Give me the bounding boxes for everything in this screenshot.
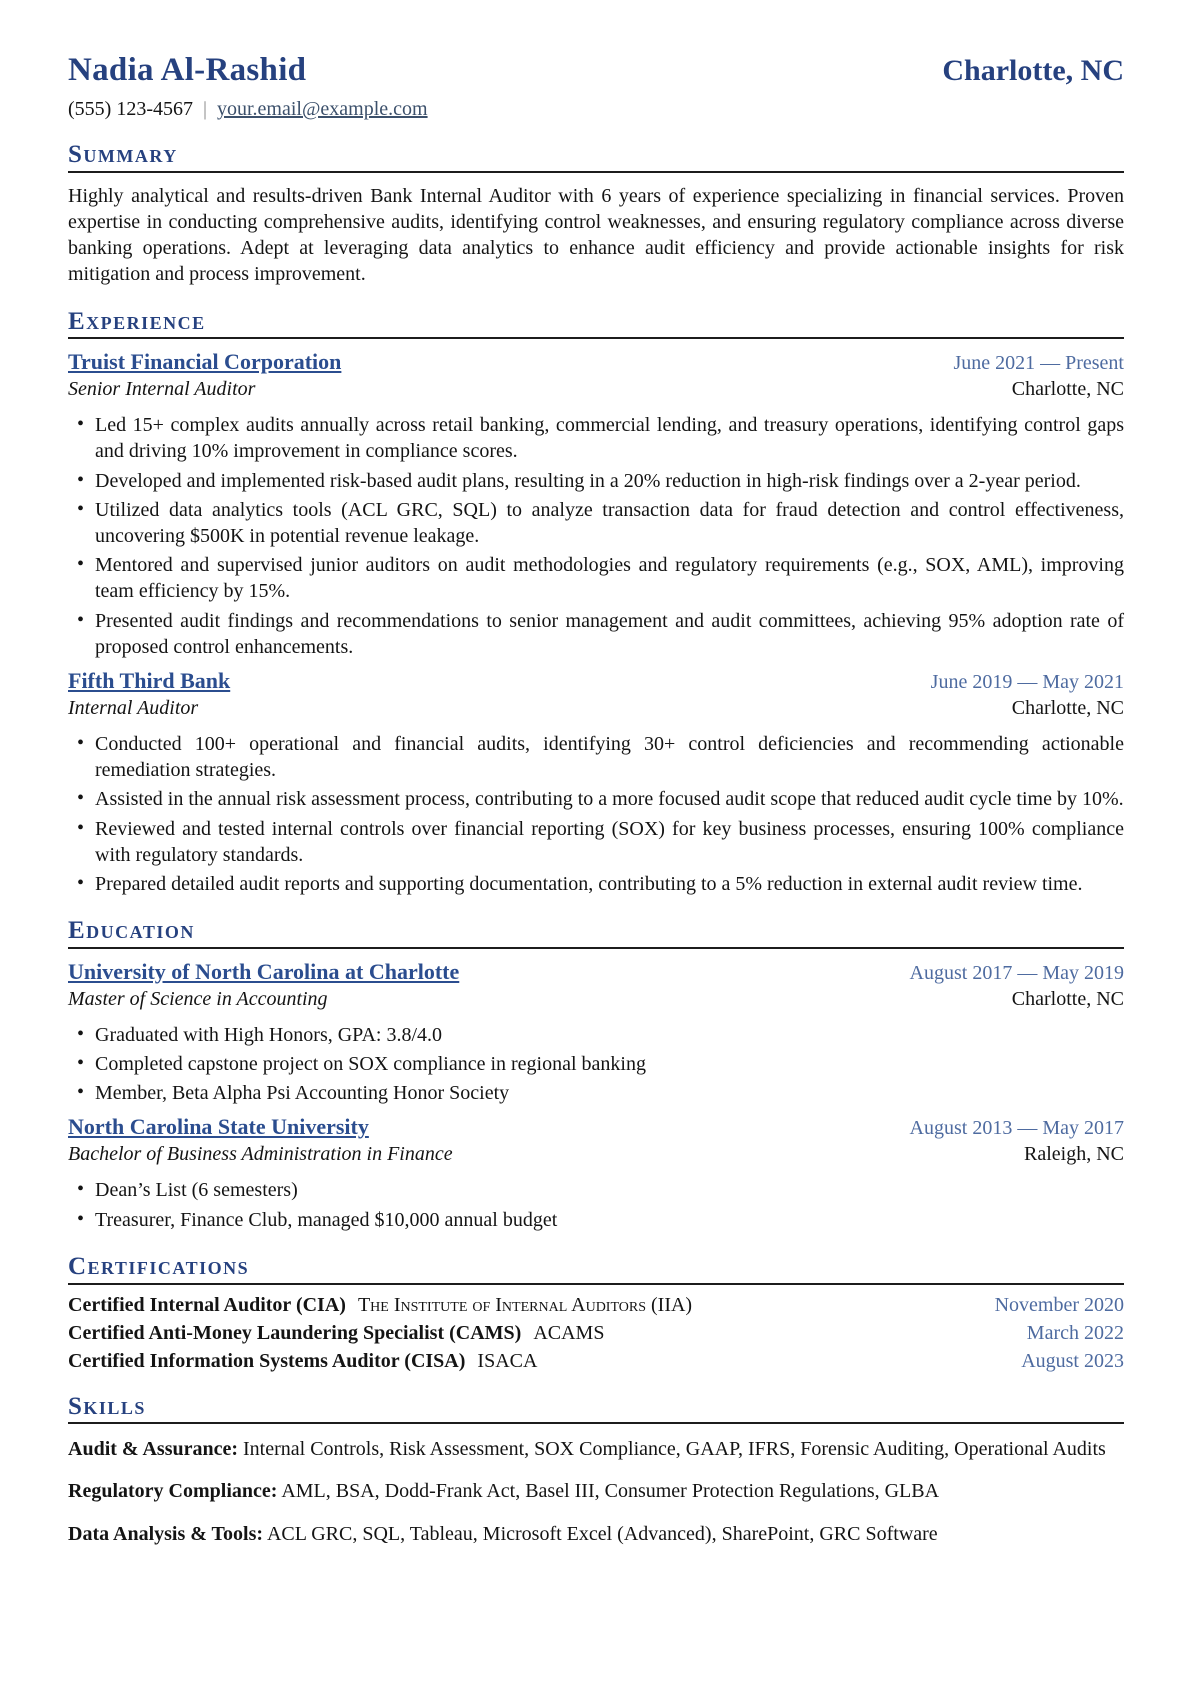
skill-label: Regulatory Compliance: bbox=[68, 1480, 278, 1503]
person-name: Nadia Al-Rashid bbox=[68, 52, 307, 88]
contact-separator: | bbox=[202, 98, 207, 120]
certification-org: ISACA bbox=[477, 1349, 538, 1372]
bullet-item: • Mentored and supervised junior auditors on audit methodologies and regulatory requirements (e.g., SOX, AML), improving team efficiency by 15%. bbox=[68, 552, 1124, 604]
bullet-item: • Prepared detailed audit reports and supporting documentation, contributing to a 5% reduction in external audit review time. bbox=[68, 871, 1124, 897]
certifications-title: Certifications bbox=[68, 1253, 1124, 1285]
contact-row bbox=[68, 98, 1124, 121]
section-education bbox=[68, 917, 1124, 1233]
bullet-item: • Led 15+ complex audits annually across retail banking, commercial lending, and treasury operations, identifying control gaps and driving 10% improvement in compliance scores. bbox=[68, 412, 1124, 464]
certification-name: Certified Anti-Money Laundering Specialist (CAMS) bbox=[68, 1321, 522, 1344]
certification-org: ACAMS bbox=[533, 1321, 605, 1344]
skill-line-audit-assurance bbox=[68, 1436, 1124, 1462]
education-entry-ncsu bbox=[68, 1114, 1124, 1232]
company-link-truist[interactable]: Truist Financial Corporation bbox=[68, 349, 342, 375]
certification-date: November 2020 bbox=[994, 1293, 1124, 1316]
header-location: Charlotte, NC bbox=[942, 54, 1124, 87]
entry-degree: Bachelor of Business Administration in Finance bbox=[68, 1143, 453, 1166]
skill-line-regulatory-compliance bbox=[68, 1478, 1124, 1504]
education-entry-uncc bbox=[68, 959, 1124, 1107]
certification-row-cams bbox=[68, 1322, 1124, 1345]
bullet-list bbox=[68, 1177, 1124, 1232]
summary-title: Summary bbox=[68, 141, 1124, 173]
bullet-item: • Developed and implemented risk-based audit plans, resulting in a 20% reduction in high-risk findings over a 2-year period. bbox=[68, 468, 1124, 494]
certification-text bbox=[68, 1294, 692, 1317]
bullet-item: • Member, Beta Alpha Psi Accounting Honor Society bbox=[68, 1080, 1124, 1106]
certification-date: August 2023 bbox=[1021, 1349, 1124, 1372]
experience-entry-truist bbox=[68, 349, 1124, 660]
email-link[interactable]: your.email@example.com bbox=[217, 98, 428, 120]
certification-text bbox=[68, 1350, 537, 1373]
bullet-list bbox=[68, 412, 1124, 660]
summary-text: Highly analytical and results-driven Bank Internal Auditor with 6 years of experience specializing in financial services. Proven expertise in conducting comprehensive audits, identifying control weaknesses, and ensuring regulatory compliance across diverse banking operations. Adept at leveraging data analytics to enhance audit efficiency and provide actionable insights for risk mitigation and process improvement. bbox=[68, 184, 1124, 286]
entry-dates: August 2013 — May 2017 bbox=[909, 1117, 1124, 1140]
entry-location: Charlotte, NC bbox=[1011, 696, 1124, 719]
bullet-item: • Presented audit findings and recommendations to senior management and audit committees, achieving 95% adoption rate of proposed control enhancements. bbox=[68, 608, 1124, 660]
experience-title: Experience bbox=[68, 308, 1124, 340]
bullet-item: • Dean’s List (6 semesters) bbox=[68, 1177, 1124, 1203]
certification-date: March 2022 bbox=[1026, 1321, 1124, 1344]
skill-label: Data Analysis & Tools: bbox=[68, 1522, 264, 1545]
entry-location: Raleigh, NC bbox=[1024, 1143, 1124, 1166]
section-skills bbox=[68, 1393, 1124, 1547]
school-link-ncsu[interactable]: North Carolina State University bbox=[68, 1114, 369, 1140]
bullet-item: • Completed capstone project on SOX compliance in regional banking bbox=[68, 1051, 1124, 1077]
entry-dates: June 2019 — May 2021 bbox=[930, 670, 1124, 693]
skill-line-data-analysis-tools bbox=[68, 1521, 1124, 1547]
certification-name: Certified Internal Auditor (CIA) bbox=[68, 1293, 346, 1316]
company-link-fifth-third[interactable]: Fifth Third Bank bbox=[68, 667, 231, 693]
bullet-item: • Reviewed and tested internal controls over financial reporting (SOX) for key business processes, ensuring 100% compliance with regulatory standards. bbox=[68, 816, 1124, 868]
education-title: Education bbox=[68, 917, 1124, 949]
entry-dates: August 2017 — May 2019 bbox=[909, 961, 1124, 984]
skills-title: Skills bbox=[68, 1393, 1124, 1425]
bullet-list bbox=[68, 1022, 1124, 1107]
entry-dates: June 2021 — Present bbox=[953, 352, 1124, 375]
certification-row-cia bbox=[68, 1294, 1124, 1317]
bullet-item: • Utilized data analytics tools (ACL GRC, SQL) to analyze transaction data for fraud detection and control effectiveness, uncovering $500K in potential revenue leakage. bbox=[68, 497, 1124, 549]
skill-value: AML, BSA, Dodd-Frank Act, Basel III, Consumer Protection Regulations, GLBA bbox=[281, 1480, 940, 1503]
header bbox=[68, 52, 1124, 121]
section-experience bbox=[68, 308, 1124, 898]
certification-row-cisa bbox=[68, 1350, 1124, 1373]
bullet-item: • Conducted 100+ operational and financial audits, identifying 30+ control deficiencies and recommending actionable remediation strategies. bbox=[68, 731, 1124, 783]
bullet-item: • Graduated with High Honors, GPA: 3.8/4.0 bbox=[68, 1022, 1124, 1048]
phone-number: (555) 123-4567 bbox=[68, 98, 193, 120]
entry-location: Charlotte, NC bbox=[1011, 987, 1124, 1010]
entry-role: Senior Internal Auditor bbox=[68, 378, 256, 401]
skill-value: Internal Controls, Risk Assessment, SOX Compliance, GAAP, IFRS, Forensic Auditing, Operational Audits bbox=[243, 1438, 1106, 1461]
bullet-item: • Treasurer, Finance Club, managed $10,000 annual budget bbox=[68, 1207, 1124, 1233]
skill-label: Audit & Assurance: bbox=[68, 1438, 239, 1461]
certification-org: The Institute of Internal Auditors (IIA) bbox=[357, 1293, 693, 1316]
certification-name: Certified Information Systems Auditor (CISA) bbox=[68, 1349, 466, 1372]
entry-degree: Master of Science in Accounting bbox=[68, 987, 328, 1010]
section-summary bbox=[68, 141, 1124, 288]
skill-value: ACL GRC, SQL, Tableau, Microsoft Excel (Advanced), SharePoint, GRC Software bbox=[266, 1522, 938, 1545]
entry-role: Internal Auditor bbox=[68, 696, 199, 719]
certification-text bbox=[68, 1322, 604, 1345]
section-certifications bbox=[68, 1253, 1124, 1373]
header-row bbox=[68, 52, 1124, 89]
entry-location: Charlotte, NC bbox=[1011, 378, 1124, 401]
school-link-uncc[interactable]: University of North Carolina at Charlotte bbox=[68, 958, 460, 984]
bullet-item: • Assisted in the annual risk assessment process, contributing to a more focused audit scope that reduced audit cycle time by 10%. bbox=[68, 786, 1124, 812]
experience-entry-fifth-third bbox=[68, 668, 1124, 897]
bullet-list bbox=[68, 731, 1124, 897]
